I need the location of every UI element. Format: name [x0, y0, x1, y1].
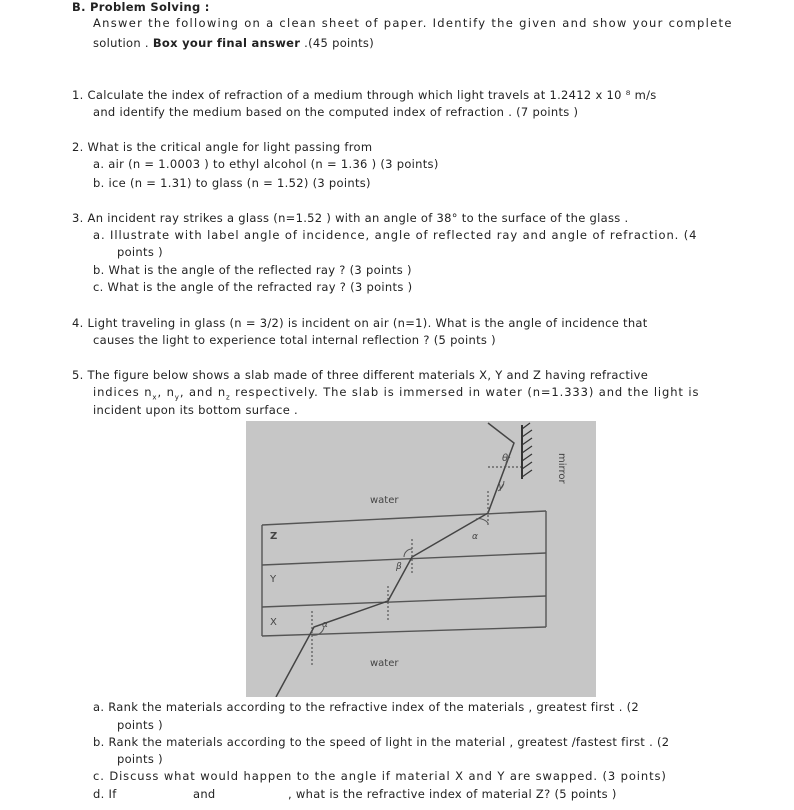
q5-item-d-and: and [193, 787, 216, 801]
q3-item-a-line-2: points ) [117, 245, 163, 259]
q3-item-c: c. What is the angle of the refracted ray ? (3 points ) [93, 280, 413, 294]
slab-bottom-boundary [262, 627, 546, 636]
instructions-solution: solution . [93, 36, 149, 50]
q5-item-d-if: d. If [93, 787, 117, 801]
q5-indices-sep-2: , and n [179, 385, 227, 399]
instructions-line-2 [93, 36, 374, 50]
q5-item-b-line-2: points ) [117, 752, 163, 766]
q3-line-1: 3. An incident ray strikes a glass (n=1.52 ) with an angle of 38° to the surface of the glass . [72, 211, 629, 225]
slab-top-boundary [262, 511, 546, 525]
alpha-bottom-label: α [322, 620, 328, 630]
yx-boundary [262, 596, 546, 607]
beta-label: β [396, 562, 402, 572]
q5-item-d-rest: , what is the refractive index of material Z? (5 points ) [288, 787, 617, 801]
q2-line-1: 2. What is the critical angle for light passing from [72, 140, 373, 154]
q5-indices-sep-1: , n [157, 385, 175, 399]
slab-figure [246, 421, 596, 697]
q5-item-a-line-2: points ) [117, 718, 163, 732]
beta-arc [404, 549, 412, 557]
box-final-answer: Box your final answer [152, 36, 301, 50]
slab-diagram [246, 421, 596, 697]
layer-y-label: Y [270, 574, 277, 585]
q5-indices-end: respectively. The slab is immersed in water (n=1.333) and the light is [230, 385, 700, 399]
layer-x-label: X [270, 617, 277, 628]
q3-item-a-line-1: a. Illustrate with label angle of incidence, angle of reflected ray and angle of refraction. (4 [93, 228, 698, 242]
q3-item-b: b. What is the angle of the reflected ray ? (3 points ) [93, 263, 412, 277]
q2-item-a: a. air (n = 1.0003 ) to ethyl alcohol (n = 1.36 ) (3 points) [93, 157, 439, 171]
q5-indices-text: indices n [93, 385, 153, 399]
water-top-label: water [370, 495, 399, 506]
alpha-top-label: α [472, 532, 478, 542]
q5-item-c: c. Discuss what would happen to the angle if material X and Y are swapped. (3 points) [93, 769, 667, 783]
instructions-line-1: Answer the following on a clean sheet of paper. Identify the given and show your complete [93, 16, 733, 30]
q1-line-2: and identify the medium based on the computed index of refraction . (7 points ) [93, 105, 579, 119]
q5-line-3: incident upon its bottom surface . [93, 403, 299, 417]
q2-item-b: b. ice (n = 1.31) to glass (n = 1.52) (3 points) [93, 176, 371, 190]
subscript-x: x [152, 393, 158, 402]
q5-item-b-line-1: b. Rank the materials according to the speed of light in the material , greatest /fastest first . (2 [93, 735, 670, 749]
q5-line-1: 5. The figure below shows a slab made of three different materials X, Y and Z having refractive [72, 368, 649, 382]
q5-item-a-line-1: a. Rank the materials according to the refractive index of the materials , greatest first . (2 [93, 700, 640, 714]
mirror-hatching [522, 423, 532, 477]
q5-line-2 [93, 385, 699, 401]
gamma-label: γ [498, 482, 504, 492]
mirror-label: mirror [556, 453, 567, 484]
subscript-z: z [226, 393, 231, 402]
q4-line-2: causes the light to experience total internal reflection ? (5 points ) [93, 333, 496, 347]
instructions-points: .(45 points) [300, 36, 374, 50]
section-heading: B. Problem Solving : [72, 0, 210, 14]
subscript-y: y [174, 393, 180, 402]
layer-z-label: Z [270, 531, 278, 542]
theta-label: θ [502, 453, 509, 464]
q4-line-1: 4. Light traveling in glass (n = 3/2) is incident on air (n=1). What is the angle of incidence that [72, 316, 648, 330]
water-bottom-label: water [370, 658, 399, 669]
q1-line-1: 1. Calculate the index of refraction of a medium through which light travels at 1.2412 x 10 ⁸ m/s [72, 88, 657, 102]
